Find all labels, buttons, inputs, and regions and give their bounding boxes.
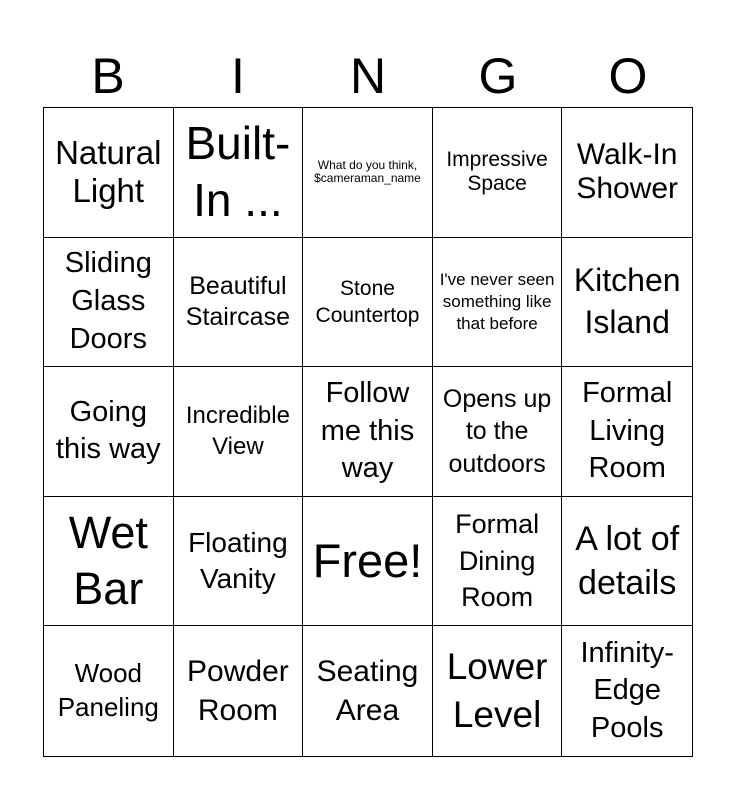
header-letter-i: I [231, 48, 245, 104]
header-letter-o: O [608, 48, 648, 104]
bingo-cell: Follow me this way [303, 367, 433, 497]
bingo-cell: Lower Level [433, 626, 563, 756]
bingo-cell: Floating Vanity [174, 497, 304, 627]
bingo-cell: I've never seen something like that before [433, 238, 563, 368]
bingo-cell: Sliding Glass Doors [44, 238, 174, 368]
bingo-cell: Formal Living Room [562, 367, 692, 497]
header-letter-b: B [91, 48, 125, 104]
bingo-cell: Opens up to the outdoors [433, 367, 563, 497]
header-letter-g: G [478, 48, 518, 104]
header-letter-n: N [349, 48, 387, 104]
bingo-cell: What do you think, $cameraman_name [303, 108, 433, 238]
bingo-cell: A lot of details [562, 497, 692, 627]
bingo-cell: Wood Paneling [44, 626, 174, 756]
bingo-cell: Infinity-Edge Pools [580, 636, 674, 745]
bingo-cell: Formal Dining Room [433, 497, 563, 627]
bingo-header [43, 48, 693, 104]
bingo-cell: Beautiful Staircase [174, 238, 304, 368]
bingo-cell: Built-In ... [174, 108, 304, 238]
bingo-cell: Going this way [44, 367, 174, 497]
bingo-cell: Incredible View [174, 367, 304, 497]
bingo-cell: Natural Light [44, 108, 174, 238]
bingo-cell: Kitchen Island [562, 238, 692, 368]
bingo-cell: Free! [303, 497, 433, 627]
bingo-cell: Walk-In Shower [562, 108, 692, 238]
bingo-cell: Wet Bar [44, 497, 174, 627]
bingo-cell: Impressive Space [433, 108, 563, 238]
bingo-cell: Powder Room [174, 626, 304, 756]
bingo-grid [43, 107, 693, 757]
bingo-cell: Stone Countertop [303, 238, 433, 368]
bingo-cell: Seating Area [303, 626, 433, 756]
